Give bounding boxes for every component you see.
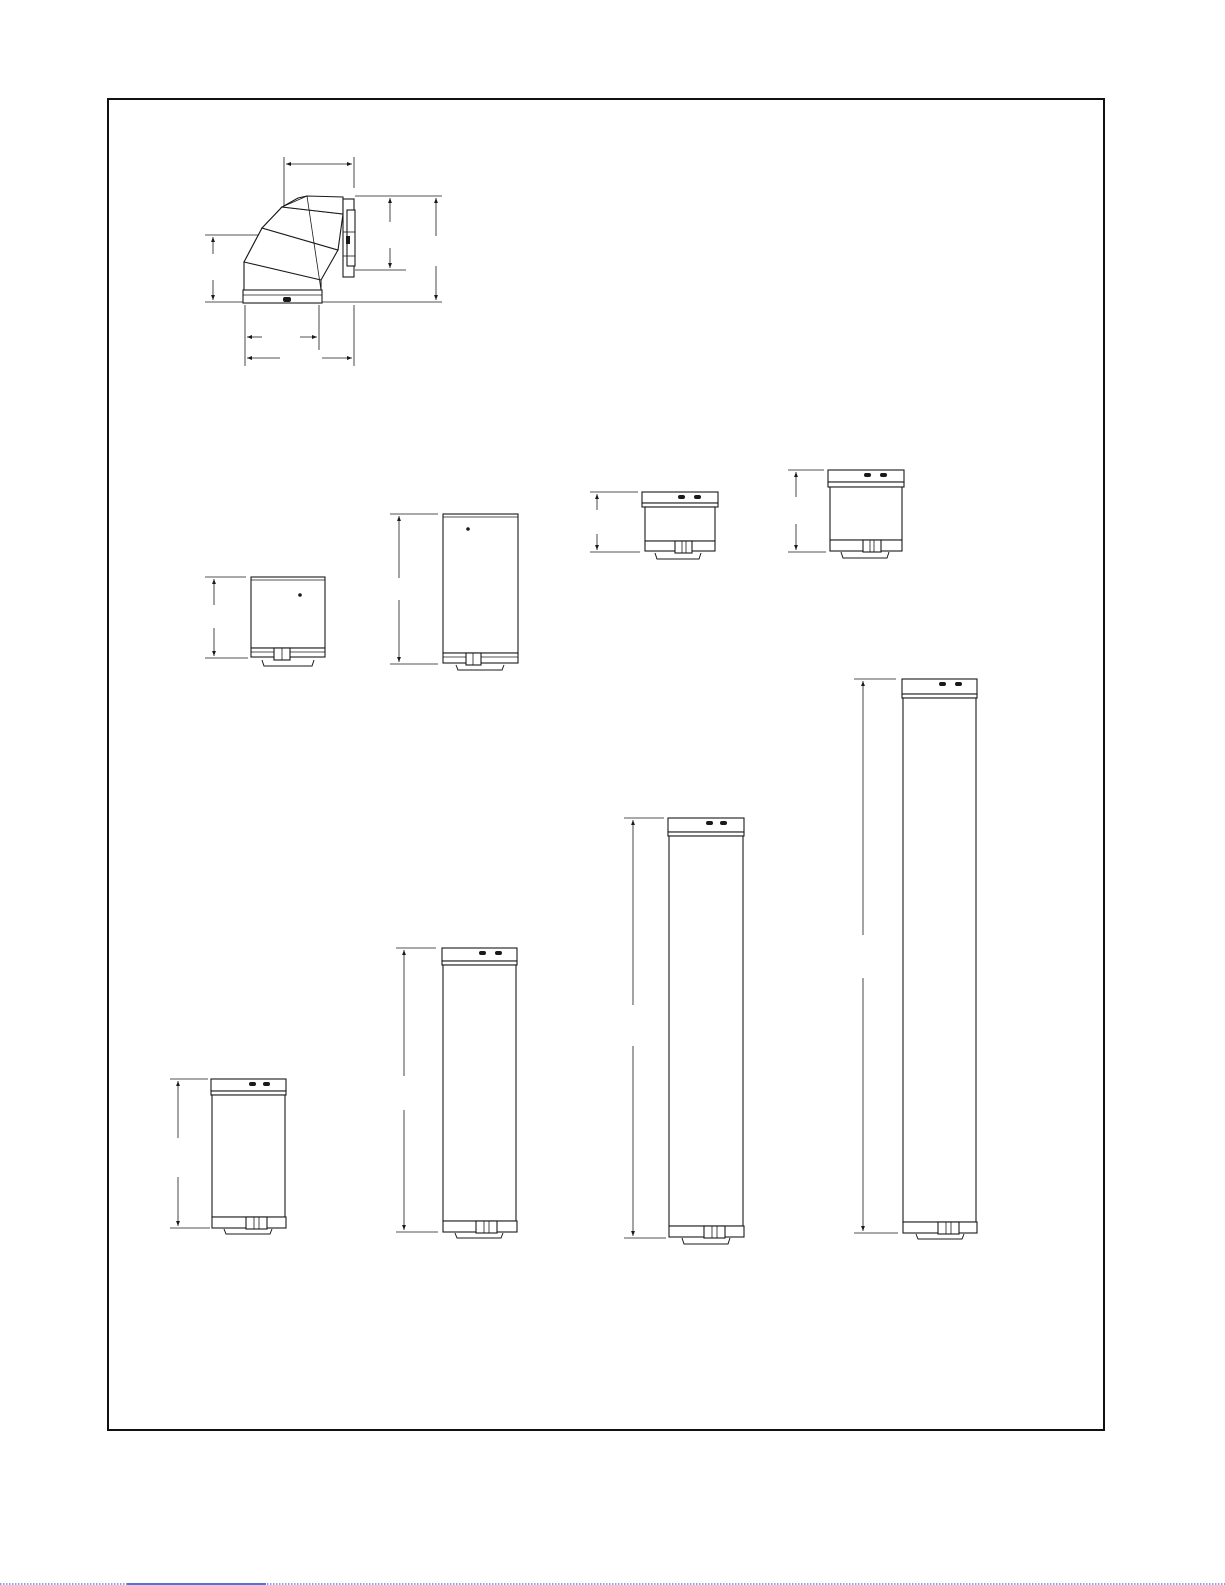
pipe-short-a-diagram: [205, 577, 325, 666]
pipe-b4-diagram: [854, 679, 977, 1239]
pipe-medium-a-diagram: [390, 514, 518, 670]
pipe-b3-diagram: [624, 818, 744, 1244]
adjustable-a-diagram: [590, 492, 718, 559]
pipe-b2-diagram: [396, 948, 517, 1238]
adjustable-b-diagram: [788, 470, 904, 558]
pipe-b1-diagram: [170, 1079, 286, 1234]
elbow-diagram: [205, 157, 442, 366]
